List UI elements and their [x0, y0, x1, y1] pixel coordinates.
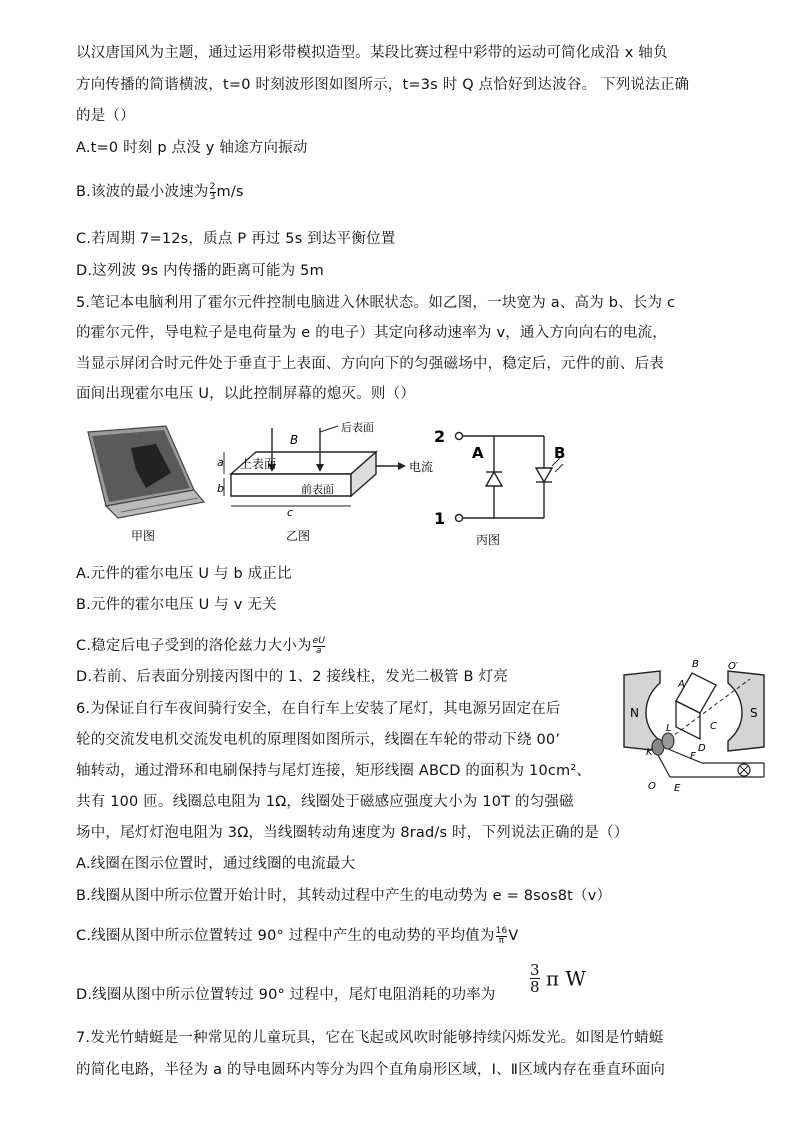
q6-line-1: 6.为保证自行车夜间骑行安全，在自行车上安装了尾灯，其电源另固定在后: [76, 701, 561, 717]
q5-option-c-text: C.稳定后电子受到的洛伦兹力大小为: [76, 638, 312, 654]
fraction-numerator: eU: [312, 635, 326, 646]
q6-option-d-value: [530, 962, 586, 995]
q6-option-a: A.线圈在图示位置时，通过线圈的电流最大: [76, 856, 356, 872]
fraction-denominator: a: [316, 645, 322, 656]
current-label: 电流: [409, 460, 434, 474]
q5-line-2: 的霍尔元件，导电粒子是电荷量为 e 的电子）其定向移动速率为 v，通入方向向右的电流，: [76, 325, 667, 341]
q4-option-c: C.若周期 7=12s，质点 P 再过 5s 到达平衡位置: [76, 231, 396, 247]
q5-option-d: D.若前、后表面分别接丙图中的 1、2 接线柱，发光二极管 B 灯亮: [76, 669, 508, 685]
intro-line-2: 方向传播的简谐横波，t=0 时刻波形图如图所示，t=3s 时 Q 点恰好到达波谷。 下列说法正确: [76, 77, 690, 93]
axis-o-label: O: [648, 781, 656, 792]
figure-jia-label: 甲图: [131, 529, 156, 543]
q6-option-c: [76, 926, 519, 946]
height-b-label: b: [217, 482, 224, 495]
fraction-numerator: 2: [209, 181, 216, 192]
length-c-label: c: [287, 506, 294, 519]
brush-f-label: F: [690, 751, 696, 762]
fraction: [530, 962, 540, 995]
q6-line-2: 轮的交流发电机交流发电机的原理图如图所示，线圈在车轮的带动下绕 00’: [76, 732, 561, 748]
q7-line-2: 的简化电路，半径为 a 的导电圆环内等分为四个直角扇形区域，Ⅰ、Ⅱ区域内存在垂直环面向: [76, 1062, 666, 1078]
q6-option-d: [76, 985, 496, 1005]
coil-c-label: C: [710, 721, 717, 732]
coil-a-label: A: [678, 679, 685, 690]
q5-option-a: A.元件的霍尔电压 U 与 b 成正比: [76, 566, 292, 582]
ring-l-label: L: [666, 723, 672, 734]
q7-line-1: 7.发光竹蜻蜓是一种常见的儿童玩具，它在飞起或风吹时能够持续闪烁发光。如图是竹蜻蜓: [76, 1030, 664, 1046]
q5-line-3: 当显示屏闭合时元件处于垂直于上表面、方向向下的匀强磁场中，稳定后，元件的前、后表: [76, 356, 664, 372]
fraction-denominator: π: [498, 935, 505, 946]
q5-option-c: [76, 636, 326, 656]
fraction-numerator: 16: [495, 925, 508, 936]
q6-line-4: 共有 100 匝。线圈总电阻为 1Ω，线圈处于磁感应强度大小为 10T 的匀强磁: [76, 794, 574, 810]
generator-figure: [618, 655, 768, 795]
q4-option-d: D.这列波 9s 内传播的距离可能为 5m: [76, 263, 324, 279]
q4-option-b: [76, 182, 244, 202]
ring-k-label: K: [646, 747, 653, 758]
terminal-2-label: 2: [434, 427, 446, 446]
q6-option-b: B.线圈从图中所示位置开始计时，其转动过程中产生的电动势为 e = 8sos8t（v）: [76, 888, 612, 904]
magnetic-field-label: B: [290, 433, 299, 447]
axis-o-prime-label: O′: [728, 661, 739, 672]
fraction: [210, 183, 216, 202]
fraction-numerator: 3: [530, 961, 540, 979]
intro-line-3: 的是（）: [76, 108, 135, 124]
q4-option-a: A.t=0 时刻 p 点没 y 轴途方向振动: [76, 140, 308, 156]
q5-figures: [76, 418, 596, 553]
figure-yi-label: 乙图: [286, 529, 311, 543]
magnet-n-label: N: [630, 706, 639, 720]
fraction-denominator: 8: [530, 978, 540, 996]
q5-line-1: 5.笔记本电脑利用了霍尔元件控制电脑进入休眠状态。如乙图，一块宽为 a、高为 b、长为 c: [76, 295, 676, 311]
diode-a-label: A: [472, 444, 484, 462]
fraction: [496, 927, 508, 946]
q5-option-b: B.元件的霍尔电压 U 与 v 无关: [76, 597, 277, 613]
top-surface-label: 上表面: [240, 457, 277, 471]
q6-line-3: 轴转动，通过滑环和电刷保持与尾灯连接，矩形线圈 ABCD 的面积为 10cm²、: [76, 763, 592, 779]
q6-line-5: 场中，尾灯灯泡电阻为 3Ω，当线圈转动角速度为 8rad/s 时，下列说法正确的是（）: [76, 825, 629, 841]
q6-option-c-unit: V: [508, 928, 519, 944]
magnet-s-label: S: [750, 706, 758, 720]
back-surface-label: 后表面: [341, 421, 374, 434]
q6-option-c-text: C.线圈从图中所示位置转过 90° 过程中产生的电动势的平均值为: [76, 928, 495, 944]
diode-b-label: B: [554, 444, 566, 462]
figure-bing-label: 丙图: [476, 533, 501, 547]
fraction-denominator: 3: [209, 191, 216, 202]
power-unit: π W: [545, 966, 586, 991]
brush-e-label: E: [674, 783, 681, 794]
width-a-label: a: [217, 456, 224, 469]
front-surface-label: 前表面: [301, 483, 334, 496]
coil-d-label: D: [698, 743, 706, 754]
q4-option-b-text: B.该波的最小波速为: [76, 184, 209, 200]
coil-b-label: B: [692, 659, 699, 670]
q6-option-d-text: D.线圈从图中所示位置转过 90° 过程中，尾灯电阻消耗的功率为: [76, 987, 496, 1003]
fraction: [313, 637, 326, 656]
q4-option-b-unit: m/s: [216, 184, 244, 200]
q5-line-4: 面间出现霍尔电压 U，以此控制屏幕的熄灭。则（）: [76, 386, 416, 402]
terminal-1-label: 1: [434, 509, 446, 528]
intro-line-1: 以汉唐国风为主题，通过运用彩带模拟造型。某段比赛过程中彩带的运动可简化成沿 x 轴负: [76, 45, 668, 61]
laptop-figure: [88, 426, 204, 518]
